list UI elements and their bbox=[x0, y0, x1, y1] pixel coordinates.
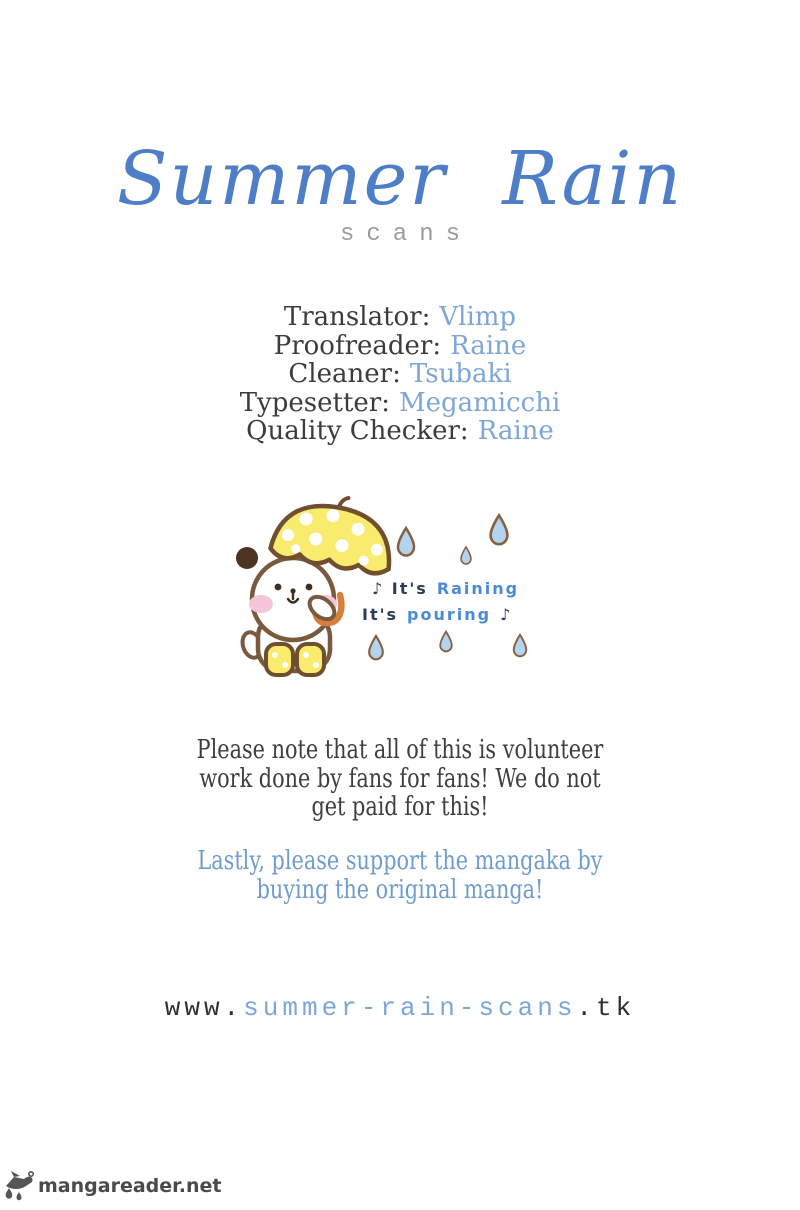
note-line: get paid for this! bbox=[311, 792, 489, 822]
credits-list bbox=[0, 303, 800, 446]
url-domain: summer-rain-scans bbox=[243, 993, 577, 1023]
watermark bbox=[4, 1170, 222, 1202]
raindrop-icon bbox=[461, 547, 471, 564]
page-subtitle: scans bbox=[339, 221, 472, 248]
note-line: Please note that all of this is volunteer bbox=[196, 735, 604, 765]
credit-row-translator bbox=[0, 303, 800, 332]
credit-value: Vlimp bbox=[439, 302, 517, 332]
watermark-text: mangareader.net bbox=[38, 1175, 222, 1197]
illustration-caption-line2 bbox=[362, 605, 512, 624]
caption-text: Raining bbox=[436, 579, 520, 598]
page-title: Summer Rain bbox=[116, 136, 684, 222]
credit-row-quality-checker bbox=[0, 417, 800, 446]
caption-text: ♪ bbox=[500, 605, 513, 624]
credit-value: Raine bbox=[477, 416, 554, 446]
credit-label: Quality Checker: bbox=[246, 416, 469, 446]
credit-value: Tsubaki bbox=[409, 359, 512, 389]
credit-row-cleaner bbox=[0, 360, 800, 389]
note-line: buying the original manga! bbox=[256, 874, 544, 905]
raindrop-icon bbox=[440, 632, 452, 652]
bear-ear bbox=[236, 547, 258, 569]
credit-label: Typesetter: bbox=[239, 387, 390, 418]
volunteer-note bbox=[80, 736, 720, 822]
raindrop-icon bbox=[398, 528, 414, 556]
raindrop-icon bbox=[369, 636, 383, 659]
raindrop-icon bbox=[514, 635, 526, 656]
credit-label: Proofreader: bbox=[273, 330, 442, 361]
credit-row-proofreader bbox=[0, 332, 800, 361]
credit-row-typesetter bbox=[0, 389, 800, 418]
url-tld: .tk bbox=[576, 993, 636, 1023]
note-line: work done by fans for fans! We do not bbox=[199, 763, 601, 794]
credit-label: Cleaner: bbox=[288, 359, 401, 389]
caption-text: ♪ It's bbox=[372, 579, 428, 598]
credit-value: Megamicchi bbox=[398, 387, 561, 418]
raindrop-icon bbox=[491, 515, 508, 544]
note-line: Lastly, please support the mangaka by bbox=[197, 846, 603, 876]
mangareader-logo-icon bbox=[4, 1170, 35, 1202]
caption-text: pouring bbox=[407, 605, 492, 624]
caption-text: It's bbox=[362, 605, 399, 624]
illustration-caption-line1 bbox=[372, 579, 519, 598]
support-note bbox=[80, 847, 720, 904]
credit-value: Raine bbox=[450, 330, 527, 361]
url-www: www. bbox=[164, 993, 244, 1023]
site-url bbox=[0, 993, 800, 1023]
credit-label: Translator: bbox=[283, 302, 431, 332]
